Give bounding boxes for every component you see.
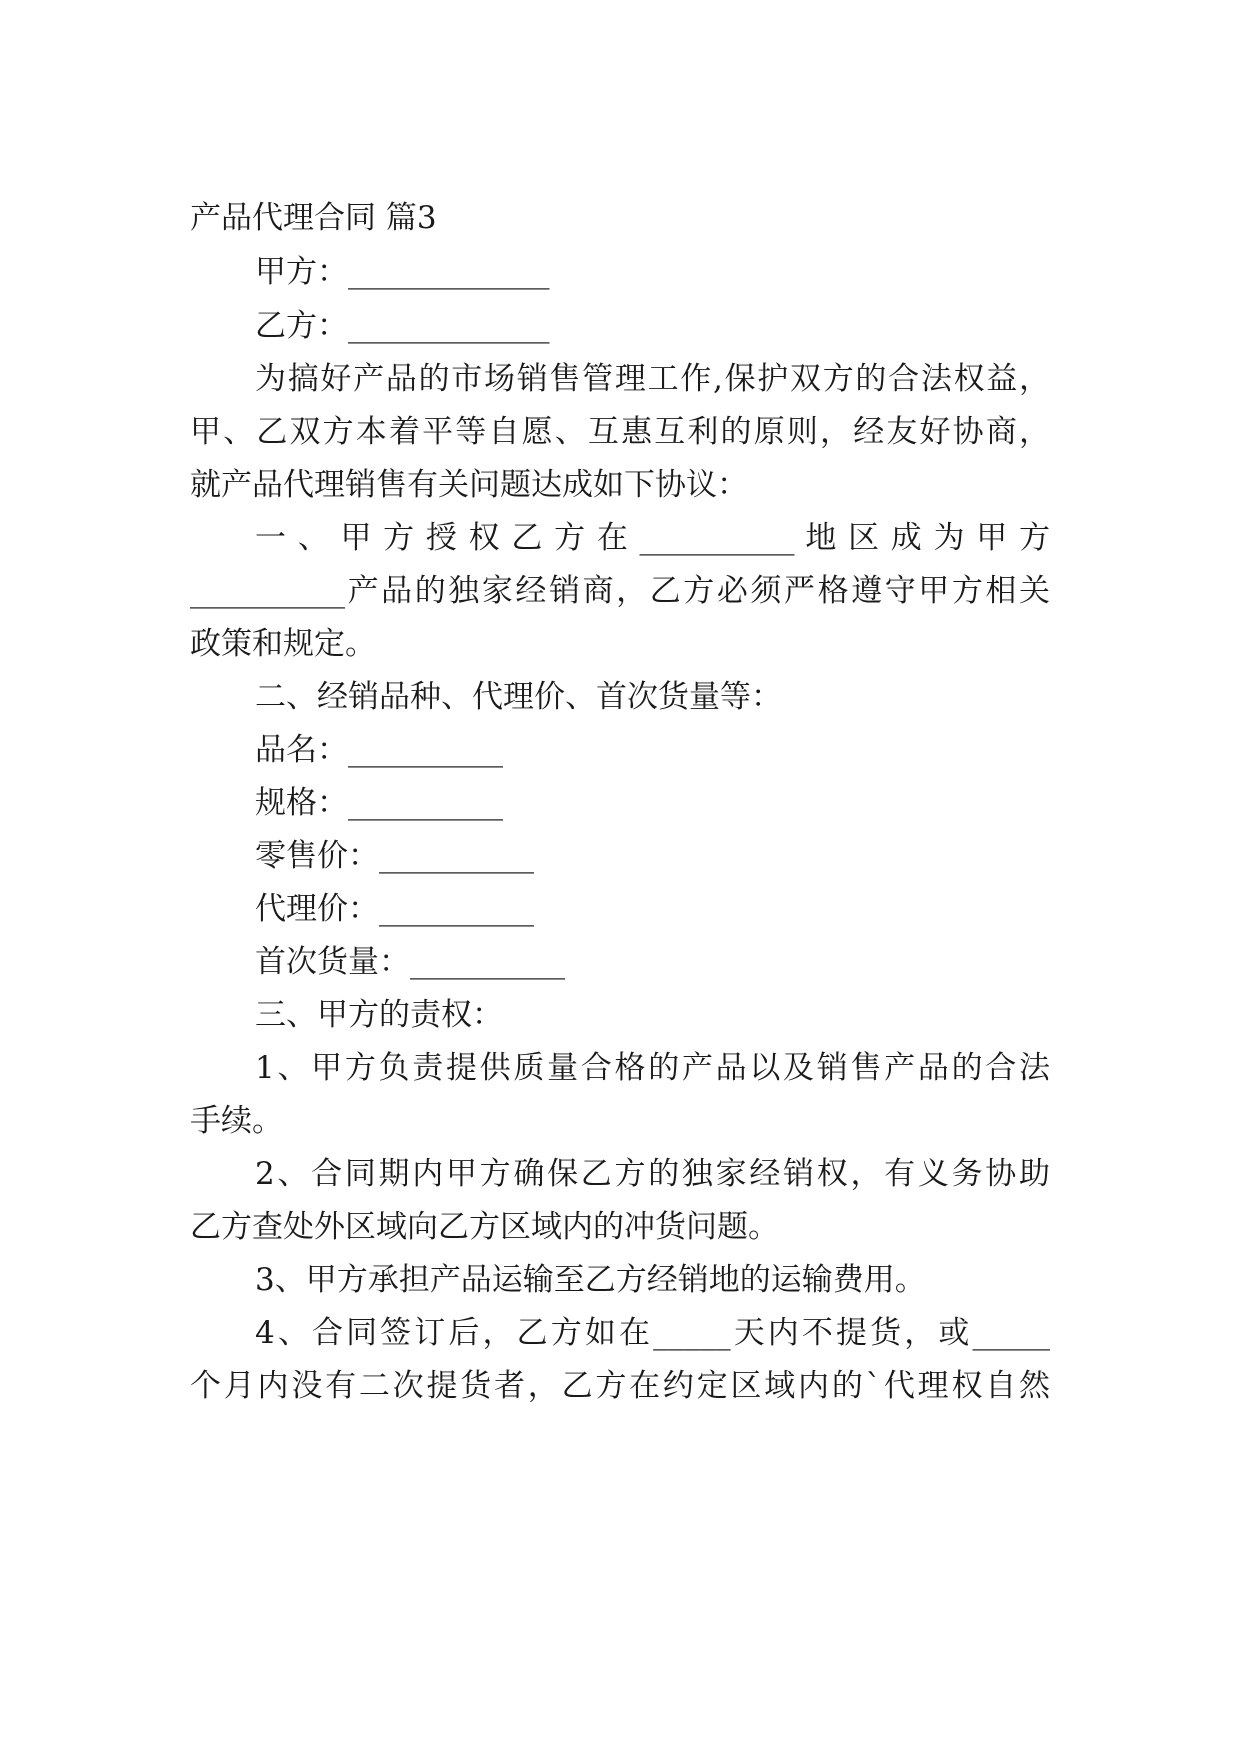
party-a-line: 甲方：_____________ <box>255 254 550 290</box>
clause-2-heading: 二、经销品种、代理价、首次货量等： <box>255 679 782 715</box>
item-4-line-2: 个月内没有二次提货者，乙方在约定区域内的`代理权自然 <box>190 1368 1050 1404</box>
first-quantity-line: 首次货量：__________ <box>255 944 565 980</box>
item-1-line-1: 1、甲方负责提供质量合格的产品以及销售产品的合法 <box>255 1050 1050 1086</box>
clause-1-line-3: 政策和规定。 <box>190 626 376 662</box>
clause-1-line-1: 一 、 甲 方 授 权 乙 方 在 __________ 地 区 成 为 甲 方 <box>255 520 1050 556</box>
document-title: 产品代理合同 篇3 <box>190 200 437 236</box>
item-2-line-1: 2、合同期内甲方确保乙方的独家经销权，有义务协助 <box>255 1156 1050 1192</box>
clause-1-line-2: __________产品的独家经销商，乙方必须严格遵守甲方相关 <box>190 573 1050 609</box>
retail-price-line: 零售价：__________ <box>255 838 534 874</box>
item-1-line-2: 手续。 <box>190 1103 283 1139</box>
preamble-line-1: 为搞好产品的市场销售管理工作,保护双方的合法权益， <box>255 361 1050 397</box>
spec-line: 规格：__________ <box>255 785 503 821</box>
item-3-line: 3、甲方承担产品运输至乙方经销地的运输费用。 <box>255 1262 926 1298</box>
agent-price-line: 代理价：__________ <box>255 891 534 927</box>
party-b-line: 乙方：_____________ <box>255 308 550 344</box>
product-name-line: 品名：__________ <box>255 732 503 768</box>
preamble-line-3: 就产品代理销售有关问题达成如下协议： <box>190 467 748 503</box>
item-4-line-1: 4、合同签订后，乙方如在_____天内不提货，或_____ <box>255 1315 1050 1351</box>
item-2-line-2: 乙方查处外区域向乙方区域内的冲货问题。 <box>190 1209 779 1245</box>
preamble-line-2: 甲、乙双方本着平等自愿、互惠互利的原则，经友好协商， <box>190 414 1050 450</box>
clause-3-heading: 三、甲方的责权： <box>255 997 503 1033</box>
